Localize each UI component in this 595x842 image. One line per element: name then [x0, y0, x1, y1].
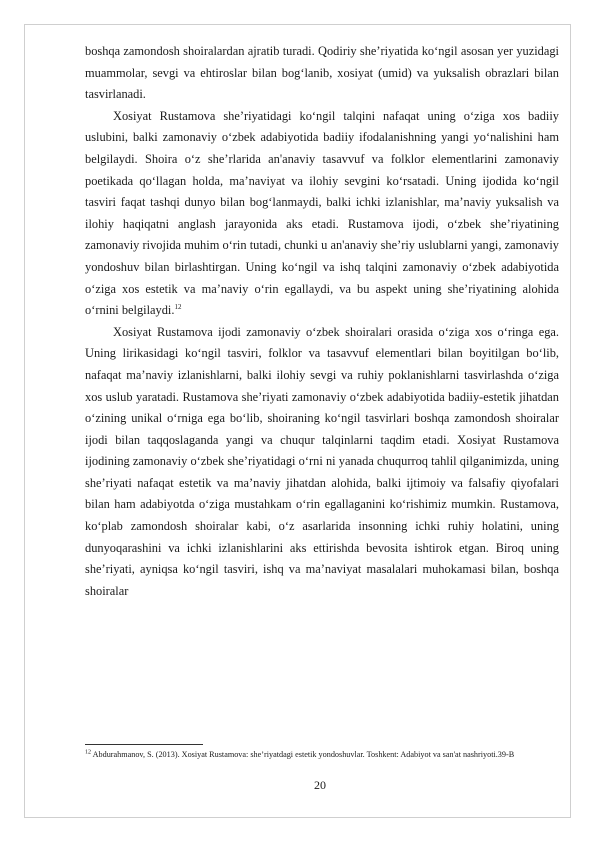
- paragraph-2-text: Xosiyat Rustamova she’riyatidagi ko‘ngil talqini nafaqat uning o‘ziga xos badiiy uslubini, balki zamonaviy o‘zbek adabiyotida badiiy ifodalanishning yangi yo‘nalishini ham belgilaydi. Shoira o‘z she’rlarida an'anaviy tasavvuf va folklor elementlarini zamonaviy poetikada qo‘llagan holda, ma’naviyat va ilohiy sevgini ko‘rsatadi. Uning ijodida ko‘ngil tasviri faqat tashqi dunyo bilan bog‘lanmaydi, balki ichki izlanishlar, ma’naviy yuksalish va ilohiy haqiqatni anglash jarayonida aks etadi. Rustamova ijodi, o‘zbek she’riyatining zamonaviy rivojida muhim o‘rin tutadi, chunki u an'anaviy she’riy uslublarni yangi, zamonaviy yondoshuv bilan birlashtirgan. Uning ko‘ngil va ishq talqini zamonaviy o‘zbek adabiyotida o‘ziga xos estetik va ma’naviy o‘rin egallaydi, va bu aspekt uning she’riyatining alohida o‘rnini belgilaydi.: [85, 108, 559, 318]
- paragraph-1: boshqa zamondosh shoiralardan ajratib turadi. Qodiriy she’riyatida ko‘ngil asosan yer yuzidagi muammolar, sevgi va ehtiroslar bilan bog‘lanib, xosiyat (umid) va yuksalish obrazlari bilan tasvirlanadi.: [85, 44, 559, 102]
- paragraph-2: [85, 106, 559, 322]
- footnote-reference: 12: [174, 303, 182, 311]
- paragraph-3: Xosiyat Rustamova ijodi zamonaviy o‘zbek shoiralari orasida o‘ziga xos o‘ringa ega. Uning lirikasidagi ko‘ngil tasviri, folklor va tasavvuf elementlari bilan boyitilgan bo‘lib, nafaqat ma’naviy izlanishlarni, balki ilohiy sevgi va ruhiy poklanishlarni tasvirlashda o‘ziga xos uslub yaratadi. Rustamova she’riyati zamonaviy o‘zbek adabiyotida badiiy-estetik jihatdan o‘zining unikal o‘rniga ega bo‘lib, shoiraning ko‘ngil tasvirlari boshqa zamondosh shoiralar ijodi bilan taqqoslaganda yangi va chuqur talqinlarni taqdim etadi. Xosiyat Rustamova ijodining zamonaviy o‘zbek she’riyatidagi o‘rni ni yanada chuqurroq tahlil qilganimizda, uning she’riyati nafaqat estetik va ma’naviy jihatdan alohida, balki ijtimoiy va falsafiy qiyofalari bilan ham adabiyotda o‘ziga mustahkam o‘rin egallaganini ko‘rishimiz mumkin. Rustamova, ko‘plab zamondosh shoiralar kabi, o‘z asarlarida insonning ichki ruhiy holatini, uning dunyoqarashini va ichki izlanishlarini aks ettirishda bevosita ishtirok etgan. Biroq uning she’riyati, ayniqsa ko‘ngil tasviri, ishq va ma’naviyat masalalari muhokamasi bilan, boshqa shoiralar: [85, 324, 559, 598]
- footnote-number: 12: [85, 749, 91, 756]
- page-number: 20: [314, 778, 326, 792]
- footnote-text: Abdurahmanov, S. (2013). Xosiyat Rustamova: she’riyatdagi estetik yondoshuvlar. Toshkent: Adabiyot va san'at nashriyoti.39-B: [91, 750, 515, 759]
- document-body: [85, 41, 559, 602]
- footnote: [85, 746, 559, 763]
- footnote-separator: [85, 744, 203, 745]
